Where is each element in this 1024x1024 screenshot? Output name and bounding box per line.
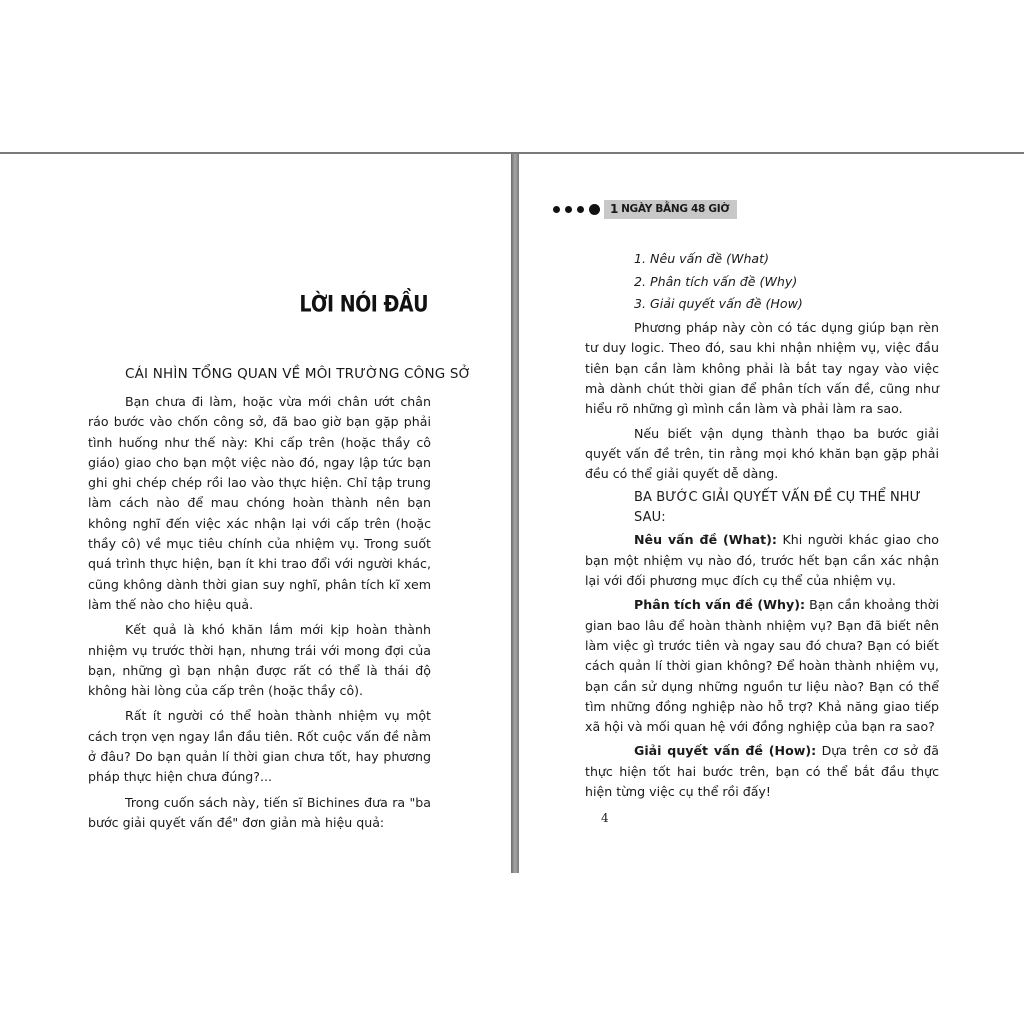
- step-text: Bạn cần khoảng thời gian bao lâu để hoàn thành nhiệm vụ? Bạn đã biết nên làm việc gì trước tiên và ngay sau đó chưa? Bạn có biết cách quản lí thời gian không? Để hoàn thành nhiệm vụ, bạn cần sử dụng những nguồn tư liệu nào? Bạn có thể tìm những đồng nghiệp nào hỗ trợ? Khả năng giao tiếp xã hội và mối quan hệ với đồng nghiệp của bạn ra sao?: [585, 597, 939, 735]
- right-page: [519, 154, 1024, 873]
- section-heading: CÁI NHÌN TỔNG QUAN VỀ MÔI TRƯỜNG CÔNG SỞ: [125, 366, 472, 382]
- paragraph: Kết quả là khó khăn lắm mới kịp hoàn thành nhiệm vụ trước thời hạn, nhưng trái với mong đợi của bạn, những gì bạn nhận được rất có thể là thái độ không hài lòng của cấp trên (hoặc thầy cô).: [88, 622, 431, 699]
- step-label: Nêu vấn đề (What):: [634, 532, 777, 548]
- step-paragraph: [585, 741, 939, 802]
- step-text: Dựa trên cơ sở đã thực hiện tốt hai bước trên, bạn có thể bắt đầu thực hiện từng việc cụ thể rồi đấy!: [585, 743, 939, 800]
- steps-heading: BA BƯỚC GIẢI QUYẾT VẤN ĐỀ CỤ THỂ NHƯ SAU:: [634, 490, 921, 526]
- step-label: Giải quyết vấn đề (How):: [634, 743, 817, 759]
- header-number: 1: [610, 201, 619, 216]
- paragraph: Phương pháp này còn có tác dụng giúp bạn rèn tư duy logic. Theo đó, sau khi nhận nhiệm vụ, việc đầu tiên bạn cần làm không phải là bắt tay ngay vào việc mà dành chút thời gian để phân tích vấn đề, cũng như hiểu rõ những gì mình cần làm và phải làm ra sao.: [585, 320, 939, 417]
- book-spine: [511, 154, 519, 873]
- right-body: [585, 248, 939, 806]
- left-page: [0, 154, 511, 873]
- bullet-dot-icon: [553, 206, 560, 213]
- paragraph: Nếu biết vận dụng thành thạo ba bước giải quyết vấn đề trên, tin rằng mọi khó khăn bạn gặp phải đều có thể giải quyết dễ dàng.: [585, 425, 939, 482]
- step-paragraph: [585, 595, 939, 737]
- page-number: 4: [601, 811, 609, 825]
- left-body: [88, 392, 431, 838]
- step-text: Khi người khác giao cho bạn một nhiệm vụ nào đó, trước hết bạn cần xác nhận lại với đối phương mục đích cụ thể của nhiệm vụ.: [585, 532, 939, 589]
- list-item: 2. Phân tích vấn đề (Why): [634, 273, 798, 289]
- bullet-dot-icon: [565, 206, 572, 213]
- header-label: [604, 200, 737, 219]
- step-paragraph: [585, 530, 939, 591]
- bullet-dot-icon: [577, 206, 584, 213]
- list-item: 3. Giải quyết vấn đề (How): [634, 296, 803, 312]
- running-header: [553, 199, 737, 219]
- chapter-title: LỜI NÓI ĐẦU: [299, 292, 428, 318]
- bullet-dot-icon: [589, 204, 600, 215]
- paragraph: Rất ít người có thể hoàn thành nhiệm vụ một cách trọn vẹn ngay lần đầu tiên. Rốt cuộc vấn đề nằm ở đâu? Do bạn quản lí thời gian chưa tốt, hay phương pháp thực hiện chưa đúng?...: [88, 708, 431, 785]
- paragraph: Trong cuốn sách này, tiến sĩ Bichines đưa ra "ba bước giải quyết vấn đề" đơn giản mà hiệu quả:: [88, 794, 431, 830]
- list-item: 1. Nêu vấn đề (What): [634, 251, 769, 266]
- paragraph: Bạn chưa đi làm, hoặc vừa mới chân ướt chân ráo bước vào chốn công sở, đã bao giờ bạn gặp phải tình huống như thế này: Khi cấp trên (hoặc thầy cô giáo) giao cho bạn một việc nào đó, ngay lập tức bạn ghi ghi chép chép rồi lao vào thực hiện. Chỉ tập trung làm cách nào để mau chóng hoàn thành nên bạn không nghĩ đến việc xác nhận lại với cấp trên (hoặc thầy cô) về mục tiêu chính của nhiệm vụ. Trong suốt quá trình thực hiện, bạn ít khi trao đổi với người khác, cũng không dành thời gian suy nghĩ, phân tích kĩ xem làm thế nào cho hiệu quả.: [88, 394, 431, 612]
- header-text: NGÀY BẰNG 48 GIỜ: [621, 202, 730, 215]
- step-label: Phân tích vấn đề (Why):: [634, 597, 806, 613]
